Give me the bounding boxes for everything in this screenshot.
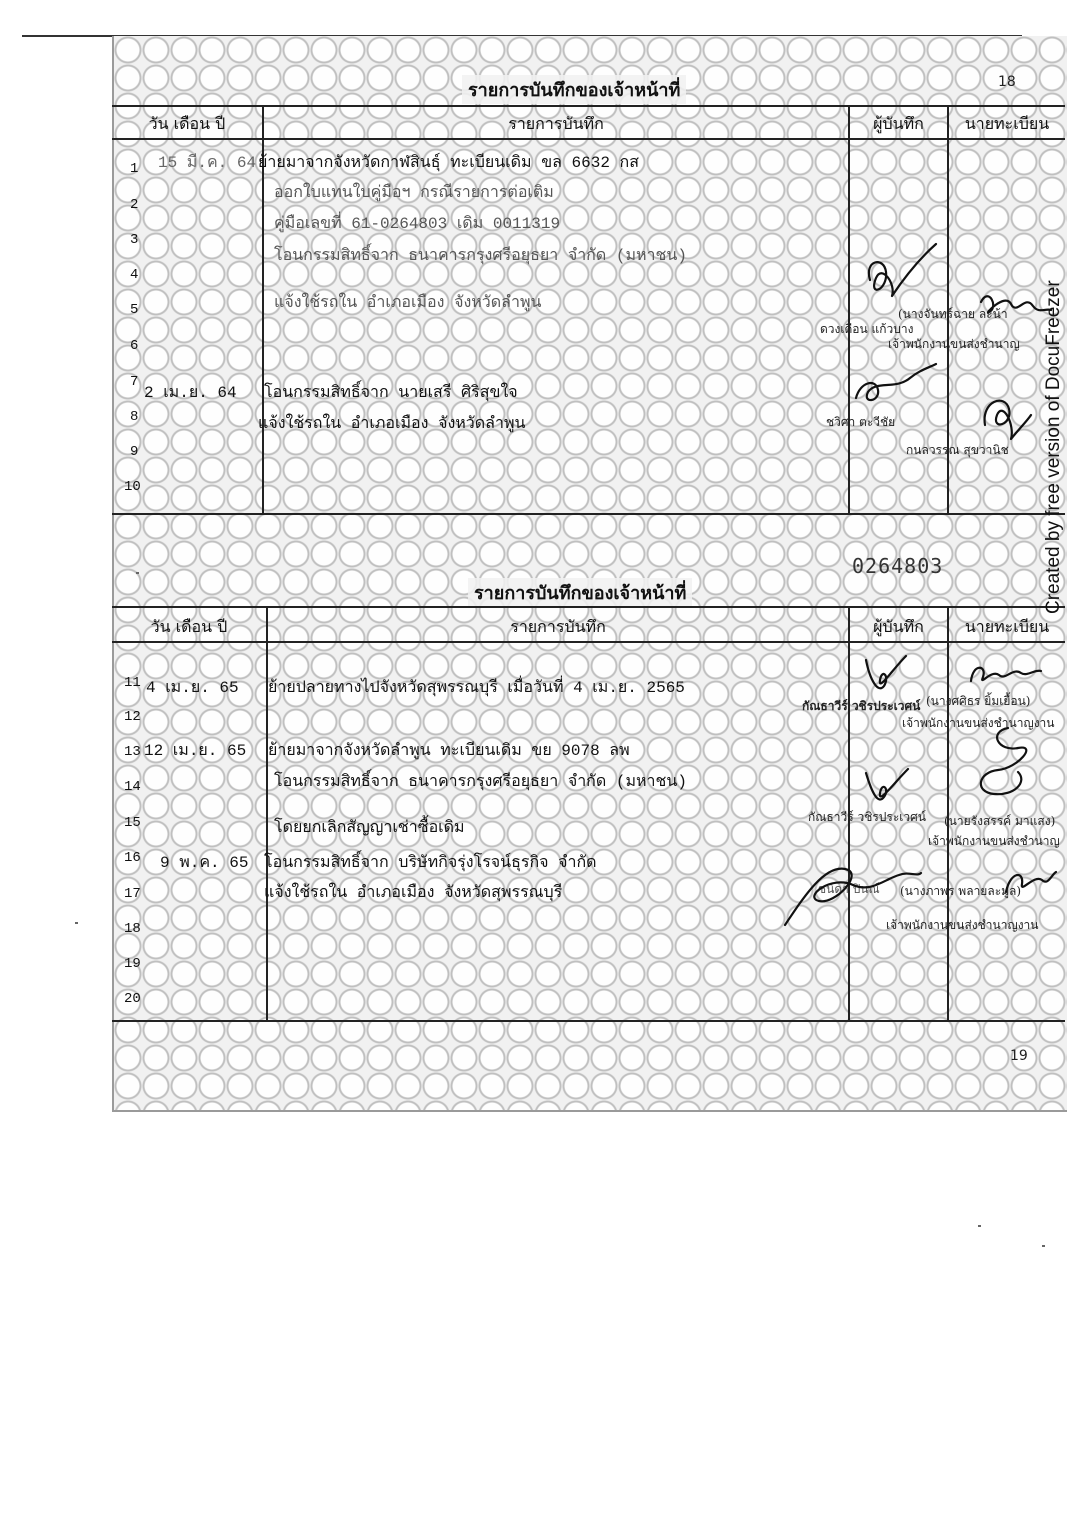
entry-line: แจ้งใช้รถใน อำเภอเมือง จังหวัดลำพูน [258, 415, 526, 433]
column-header-registrar: นายทะเบียน [964, 114, 1050, 133]
line-number: 4 [130, 267, 139, 283]
table-rule [112, 641, 1065, 643]
line-number: 16 [124, 850, 141, 866]
recorder-signature [860, 765, 920, 810]
scan-speck [136, 572, 139, 574]
table-rule [112, 138, 1065, 140]
entry-date: 12 เม.ย. 65 [144, 742, 247, 760]
table-rule [266, 606, 268, 1022]
column-header-record: รายการบันทึก [510, 617, 606, 636]
line-number: 13 [124, 744, 141, 760]
registrar-name: (นายรังสรรค์ มาแสง) [944, 814, 1056, 828]
registrar-signature [965, 655, 1045, 695]
column-header-registrar: นายทะเบียน [964, 617, 1050, 636]
table-rule [112, 105, 1065, 107]
docufreezer-watermark: Created by free version of DocuFreezer [1043, 280, 1064, 614]
registrar-signature [975, 385, 1035, 445]
entry-date: 2 เม.ย. 64 [144, 384, 237, 402]
entry-line: คู่มือเลขที่ 61-0264803 เดิม 0011319 [274, 215, 561, 233]
column-header-recorder: ผู้บันทึก [873, 114, 924, 133]
section-title: รายการบันทึกของเจ้าหน้าที่ [468, 578, 692, 607]
entry-line: โดยยกเลิกสัญญาเช่าซื้อเดิม [274, 819, 465, 837]
line-number: 11 [124, 675, 141, 691]
registrar-signature [968, 722, 1048, 802]
line-number: 17 [124, 886, 141, 902]
scan-speck [75, 922, 78, 924]
entry-line: โอนกรรมสิทธิ์จาก ธนาคารกรุงศรีอยุธยา จำกัด (มหาชน) [274, 773, 687, 791]
registrar-title: เจ้าพนักงานขนส่งชำนาญ [888, 337, 1020, 351]
recorder-name: ชนิดา ปินณ์ [818, 882, 880, 896]
entry-date: 15 มี.ค. 64 [158, 154, 257, 172]
line-number: 3 [130, 232, 139, 248]
line-number: 10 [124, 479, 141, 495]
registrar-name: กนลวรรณ สุขวานิช [906, 443, 1009, 457]
entry-line: แจ้งใช้รถใน อำเภอเมือง จังหวัดสุพรรณบุรี [264, 884, 563, 902]
line-number: 2 [130, 197, 139, 213]
scan-speck [1042, 1245, 1045, 1247]
entry-line: ย้ายมาจากจังหวัดลำพูน ทะเบียนเดิม ขย 9078 ลพ [268, 742, 630, 760]
recorder-name: กัณธาวีร์ วชิรประเวศน์ [808, 810, 926, 824]
entry-line: ย้ายมาจากจังหวัดกาฬสินธุ์ ทะเบียนเดิม ขล 6632 กส [258, 154, 639, 172]
recorder-signature [862, 238, 942, 308]
entry-date: 4 เม.ย. 65 [146, 679, 239, 697]
registrar-signature [1000, 862, 1060, 902]
recorder-name: กัณธาวีร์ วชิรประเวศน์ [802, 699, 921, 713]
registrar-title: เจ้าพนักงานขนส่งชำนาญ [928, 834, 1060, 848]
line-number: 6 [130, 338, 139, 354]
entry-line: โอนกรรมสิทธิ์จาก บริษัทกิจรุ่งโรจน์ธุรกิจ จำกัด [264, 854, 597, 872]
entry-line: โอนกรรมสิทธิ์จาก นายเสรี ศิริสุขใจ [264, 384, 518, 402]
line-number: 9 [130, 444, 139, 460]
column-header-date: วัน เดือน ปี [150, 617, 228, 636]
column-header-date: วัน เดือน ปี [148, 114, 226, 133]
entry-line: แจ้งใช้รถใน อำเภอเมือง จังหวัดลำพูน [274, 294, 542, 312]
column-header-recorder: ผู้บันทึก [873, 617, 924, 636]
serial-number-fragment: 0264803 [852, 554, 944, 578]
registrar-name: (นางศศิธร ยิ้มเยื้อน) [926, 694, 1031, 708]
recorder-signature [860, 650, 920, 700]
line-number: 5 [130, 302, 139, 318]
page-number: 18 [998, 74, 1016, 90]
recorder-name: ชวิศา ตะวีชัย [826, 415, 896, 429]
column-header-record: รายการบันทึก [508, 114, 604, 133]
line-number: 8 [130, 409, 139, 425]
line-number: 15 [124, 815, 141, 831]
table-rule [112, 1020, 1065, 1022]
registrar-title: เจ้าพนักงานขนส่งชำนาญงาน [902, 716, 1055, 730]
entry-date: 9 พ.ค. 65 [160, 854, 249, 872]
section-title: รายการบันทึกของเจ้าหน้าที่ [462, 75, 686, 104]
line-number: 14 [124, 779, 141, 795]
recorder-signature [850, 360, 940, 410]
line-number: 20 [124, 991, 141, 1007]
scan-speck [978, 1225, 981, 1227]
table-rule [112, 606, 1065, 608]
page-number: 19 [1010, 1048, 1028, 1064]
registrar-name: (นางจันทร์ฉาย ละน้า [898, 307, 1008, 321]
recorder-name: ดวงเดือน แก้วบาง [820, 322, 914, 336]
line-number: 7 [130, 374, 139, 390]
entry-line: ออกใบแทนใบคู่มือฯ กรณีรายการต่อเติม [274, 184, 554, 202]
line-number: 18 [124, 921, 141, 937]
registrar-name: (นางภาพร พลายละมูล) [900, 884, 1022, 898]
line-number: 1 [130, 161, 139, 177]
entry-line: โอนกรรมสิทธิ์จาก ธนาคารกรุงศรีอยุธยา จำกัด (มหาชน) [274, 247, 687, 265]
register-page-19 [112, 568, 1067, 1112]
entry-line: ย้ายปลายทางไปจังหวัดสุพรรณบุรี เมื่อวันที่ 4 เม.ย. 2565 [268, 679, 685, 697]
table-rule [112, 513, 1065, 515]
registrar-title: เจ้าพนักงานขนส่งชำนาญงาน [886, 918, 1039, 932]
line-number: 19 [124, 956, 141, 972]
line-number: 12 [124, 709, 141, 725]
table-rule [848, 105, 850, 515]
recorder-signature [775, 855, 925, 935]
